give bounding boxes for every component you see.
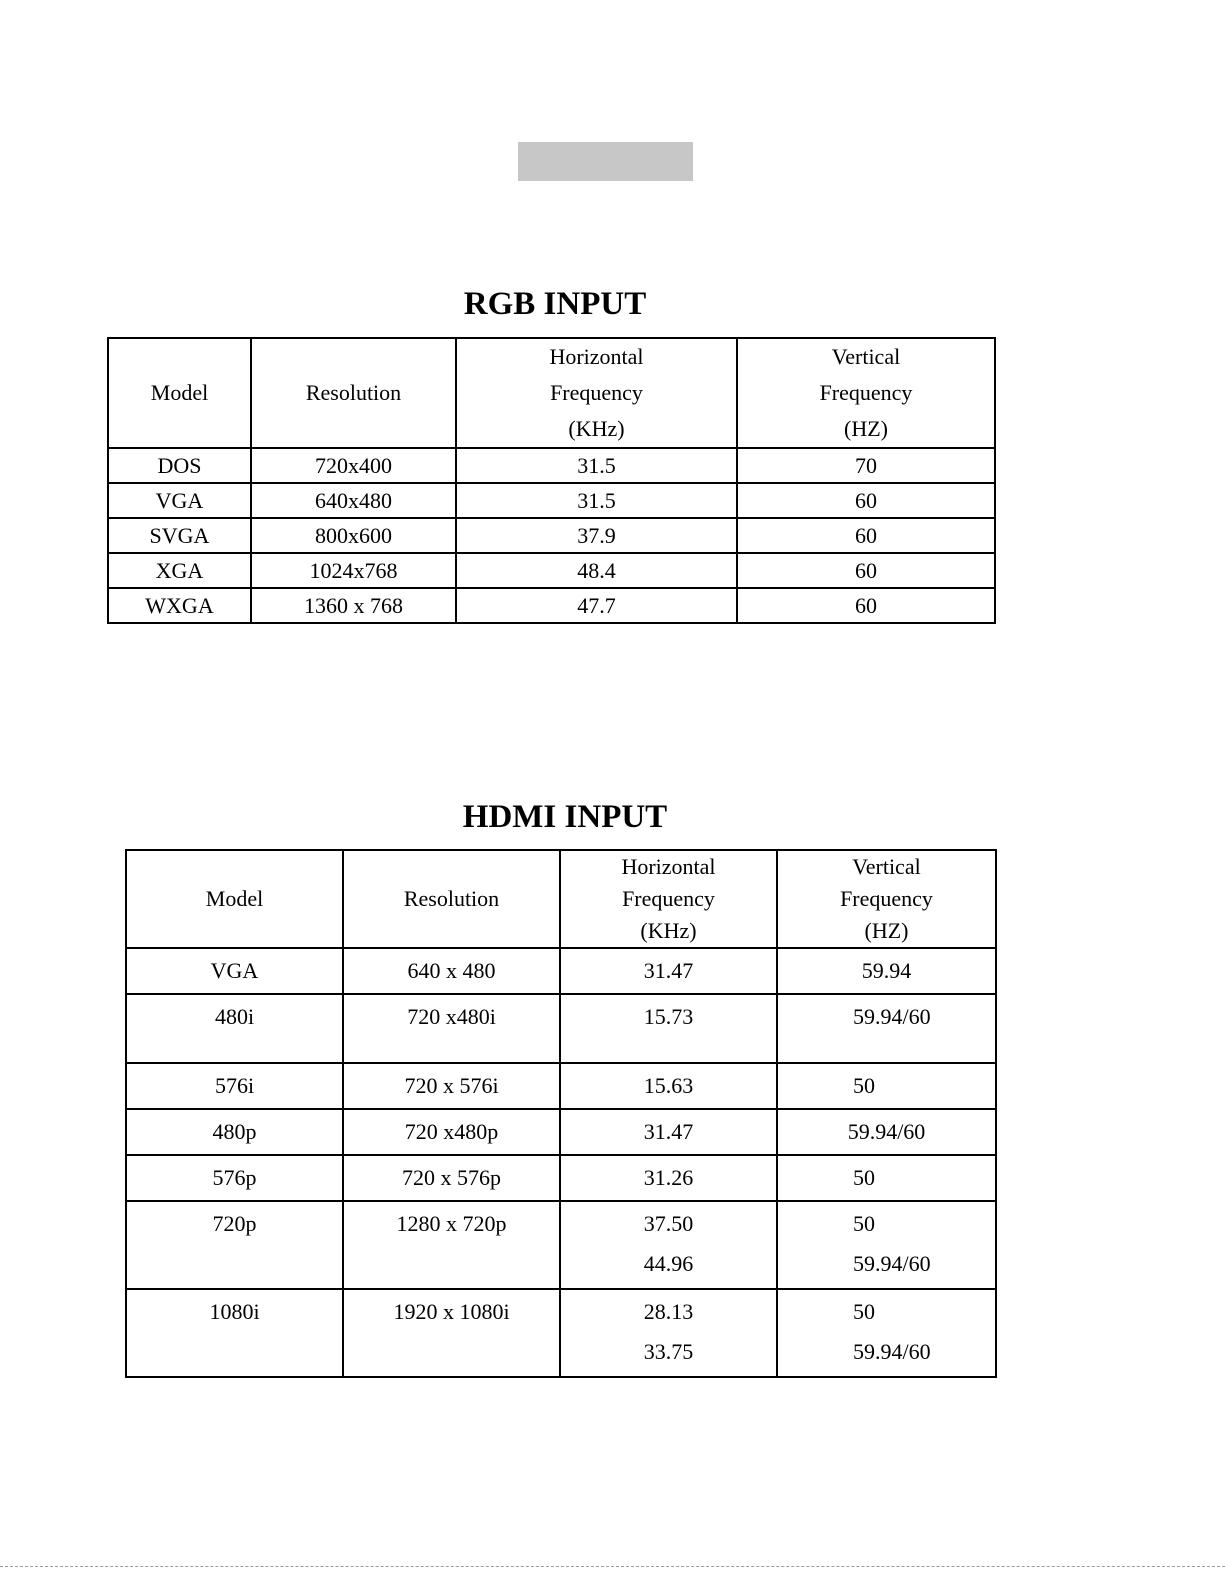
cell-vertical-frequency: 60 [737,553,995,588]
cell-horizontal-frequency: 37.50 44.96 [560,1201,777,1289]
header-model: Model [126,850,343,948]
header-horizontal-frequency: Horizontal Frequency (KHz) [560,850,777,948]
cell-horizontal-frequency: 31.47 [560,1109,777,1155]
cell-horizontal-frequency: 31.5 [456,483,737,518]
cell-vertical-frequency: 60 [737,483,995,518]
cell-horizontal-frequency: 31.26 [560,1155,777,1201]
cell-model: 480i [126,994,343,1063]
cell-vertical-frequency: 70 [737,448,995,483]
cell-horizontal-frequency: 15.63 [560,1063,777,1109]
cell-vertical-frequency: 59.94/60 [777,1109,996,1155]
cell-resolution: 720x400 [251,448,456,483]
table-row [126,1201,996,1289]
cell-horizontal-frequency: 47.7 [456,588,737,623]
table-row [126,948,996,994]
table-row [126,1063,996,1109]
header-vertical-frequency: Vertical Frequency (HZ) [777,850,996,948]
cell-resolution: 640 x 480 [343,948,560,994]
cell-vertical-frequency: 50 [777,1155,996,1201]
cell-model: 720p [126,1201,343,1289]
header-resolution: Resolution [343,850,560,948]
hdmi-input-title: HDMI INPUT [462,799,668,835]
cell-model: XGA [108,553,251,588]
cell-vertical-frequency: 59.94/60 [777,994,996,1063]
cell-resolution: 720 x480i [343,994,560,1063]
cell-resolution: 800x600 [251,518,456,553]
table-row [108,518,995,553]
header-resolution: Resolution [251,338,456,448]
cell-resolution: 720 x480p [343,1109,560,1155]
table-row [126,1109,996,1155]
cell-horizontal-frequency: 31.47 [560,948,777,994]
cell-model: DOS [108,448,251,483]
cell-vertical-frequency: 50 59.94/60 [777,1289,996,1377]
cell-model: 480p [126,1109,343,1155]
cell-model: VGA [108,483,251,518]
redacted-header-block [518,142,693,181]
cell-horizontal-frequency: 48.4 [456,553,737,588]
cell-horizontal-frequency: 37.9 [456,518,737,553]
rgb-input-title: RGB INPUT [463,286,647,322]
cell-vertical-frequency: 59.94 [777,948,996,994]
header-vertical-frequency: Vertical Frequency (HZ) [737,338,995,448]
table-row [126,994,996,1063]
cell-model: WXGA [108,588,251,623]
cell-resolution: 1024x768 [251,553,456,588]
cell-resolution: 640x480 [251,483,456,518]
cell-vertical-frequency: 60 [737,588,995,623]
rgb-input-table [107,337,996,624]
cell-resolution: 720 x 576p [343,1155,560,1201]
cell-resolution: 720 x 576i [343,1063,560,1109]
cell-model: SVGA [108,518,251,553]
page-break-divider [0,1566,1225,1567]
table-header-row [126,850,996,948]
header-horizontal-frequency: Horizontal Frequency (KHz) [456,338,737,448]
table-row [126,1155,996,1201]
cell-resolution: 1920 x 1080i [343,1289,560,1377]
hdmi-input-table [125,849,997,1378]
cell-vertical-frequency: 50 [777,1063,996,1109]
cell-model: 576p [126,1155,343,1201]
cell-vertical-frequency: 60 [737,518,995,553]
table-row [108,483,995,518]
cell-horizontal-frequency: 31.5 [456,448,737,483]
table-row [126,1289,996,1377]
cell-model: 576i [126,1063,343,1109]
cell-model: 1080i [126,1289,343,1377]
cell-horizontal-frequency: 28.13 33.75 [560,1289,777,1377]
table-row [108,588,995,623]
cell-resolution: 1360 x 768 [251,588,456,623]
cell-vertical-frequency: 50 59.94/60 [777,1201,996,1289]
cell-model: VGA [126,948,343,994]
table-row [108,553,995,588]
header-model: Model [108,338,251,448]
table-header-row [108,338,995,448]
table-row [108,448,995,483]
cell-horizontal-frequency: 15.73 [560,994,777,1063]
cell-resolution: 1280 x 720p [343,1201,560,1289]
